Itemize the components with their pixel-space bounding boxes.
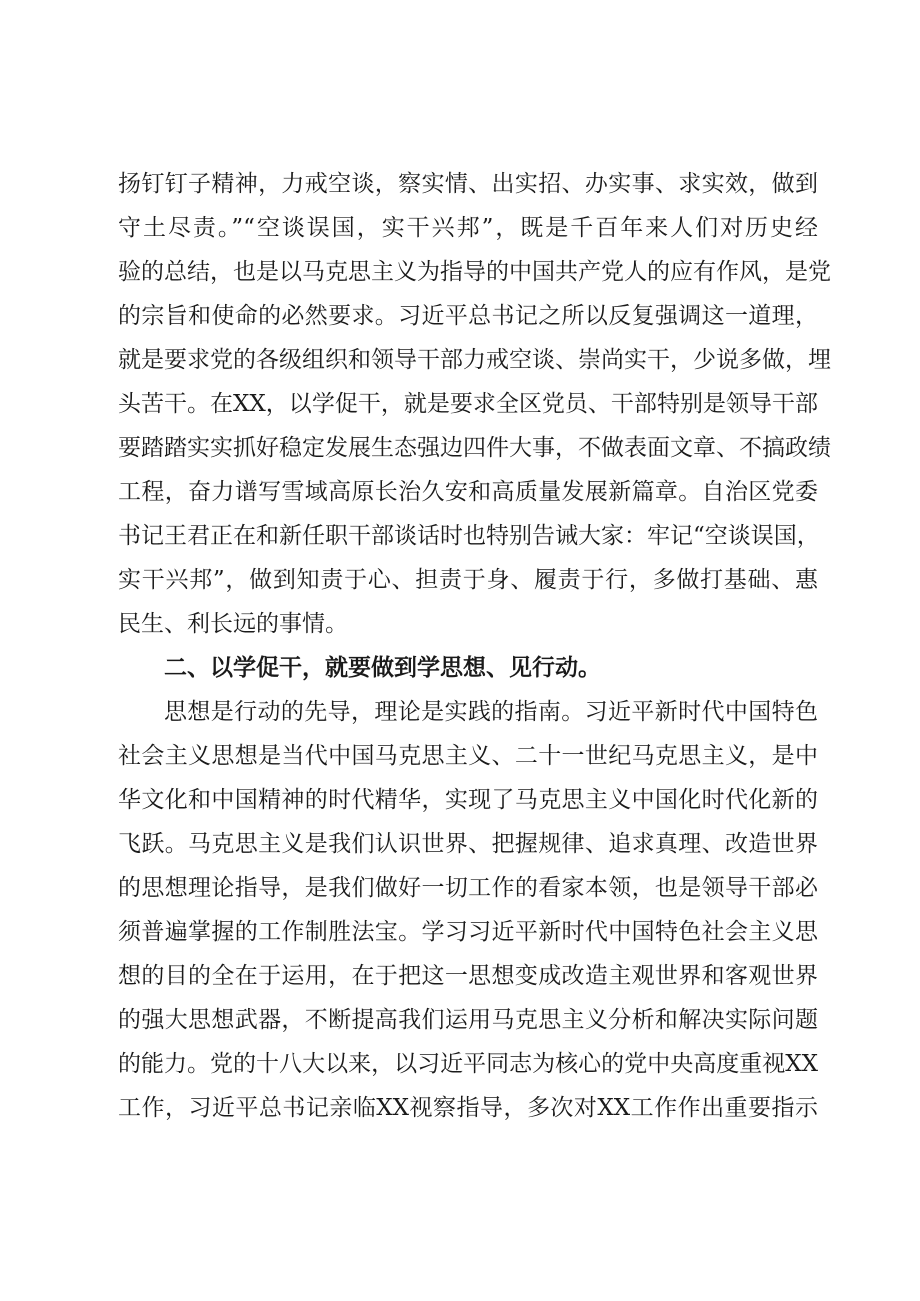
paragraph-line: 要踏踏实实抓好稳定发展生态强边四件大事，不做表面文章、不搞政绩: [118, 435, 831, 461]
paragraph-line: 飞跃。马克思主义是我们认识世界、把握规律、追求真理、改造世界: [118, 831, 818, 857]
paragraph-line: 思想是行动的先导，理论是实践的指南。习近平新时代中国特色: [164, 699, 818, 725]
paragraph-2: [118, 690, 818, 1130]
paragraph-line: 工程，奋力谱写雪域高原长治久安和高质量发展新篇章。自治区党委: [118, 479, 818, 505]
paragraph-line: 社会主义思想是当代中国马克思主义、二十一世纪马克思主义，是中: [118, 743, 818, 769]
paragraph-line: 的宗旨和使命的必然要求。习近平总书记之所以反复强调这一道理，: [118, 303, 818, 329]
paragraph-line: 实干兴邦”，做到知责于心、担责于身、履责于行，多做打基础、惠: [118, 567, 818, 593]
section-heading: 二、以学促干，就要做到学思想、见行动。: [164, 655, 601, 681]
paragraph-line: 扬钉钉子精神，力戒空谈，察实情、出实招、办实事、求实效，做到: [118, 171, 818, 197]
paragraph-line: 书记王君正在和新任职干部谈话时也特别告诫大家：牢记“空谈误国，: [118, 523, 820, 549]
paragraph-line: 验的总结，也是以马克思主义为指导的中国共产党人的应有作风，是党: [118, 259, 831, 285]
paragraph-line: 就是要求党的各级组织和领导干部力戒空谈、崇尚实干，少说多做，埋: [118, 347, 831, 373]
paragraph-line: 民生、利长远的事情。: [118, 611, 348, 637]
paragraph-1: [118, 162, 831, 646]
paragraph-line: 工作，习近平总书记亲临XX视察指导，多次对XX工作作出重要指示: [118, 1095, 818, 1121]
paragraph-line: 须普遍掌握的工作制胜法宝。学习习近平新时代中国特色社会主义思: [118, 919, 818, 945]
paragraph-line: 华文化和中国精神的时代精华，实现了马克思主义中国化时代化新的: [118, 787, 818, 813]
paragraph-line: 头苦干。在XX，以学促干，就是要求全区党员、干部特别是领导干部: [118, 391, 818, 417]
paragraph-line: 的能力。党的十八大以来，以习近平同志为核心的党中央高度重视XX: [118, 1051, 818, 1077]
paragraph-line: 的强大思想武器，不断提高我们运用马克思主义分析和解决实际问题: [118, 1007, 818, 1033]
paragraph-line: 想的目的全在于运用，在于把这一思想变成改造主观世界和客观世界: [118, 963, 818, 989]
paragraph-line: 守土尽责。”“空谈误国，实干兴邦”，既是千百年来人们对历史经: [118, 215, 818, 241]
document-body: [118, 162, 831, 1130]
paragraph-line: 的思想理论指导，是我们做好一切工作的看家本领，也是领导干部必: [118, 875, 818, 901]
